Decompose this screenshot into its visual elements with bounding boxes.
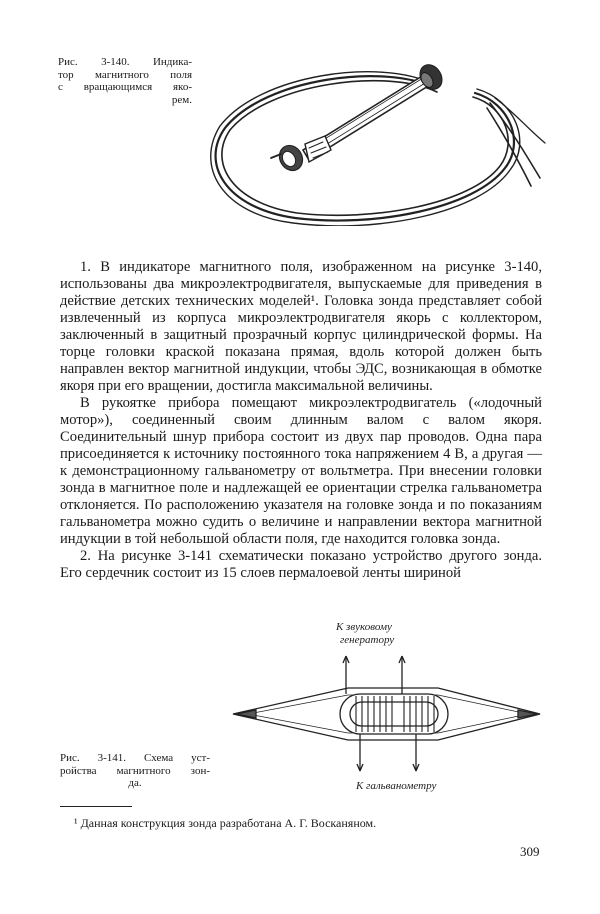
cord-loop xyxy=(222,81,508,216)
footnote: ¹ Данная конструкция зонда разработана А. Г. Восканяном. xyxy=(74,816,377,830)
label-to-sound-generator-2: генератору xyxy=(340,634,395,646)
caption-line: с вращающимся яко- xyxy=(58,81,192,93)
body-text xyxy=(60,259,542,582)
figure-140-caption xyxy=(58,56,192,106)
page-number: 309 xyxy=(520,844,540,859)
paragraph: 1. В индикаторе магнитного поля, изображенном на рисунке 3-140, использованы два микроэлектродвигателя, выпускаемые для приведения в действие детских технических моделей¹. Головка зонда представляет собой извлеченный из корпуса микроэлектродвигателя якорь с коллектором, заключенный в защитный прозрачный корпус цилиндрической формы. На торце головки краской показана прямая, вдоль которой должен быть направлен вектор магнитной индукции, чтобы ЭДС, возникающая в обмотке якоря при его вращении, достигла максимальной величины. xyxy=(60,259,542,394)
cord-loop xyxy=(216,76,514,220)
caption-line: рем. xyxy=(171,93,192,106)
footnote-divider xyxy=(60,806,132,807)
caption-line: ройства магнитного зон- xyxy=(60,764,210,777)
label-to-galvanometer: К гальванометру xyxy=(356,780,437,792)
caption-line: да. xyxy=(128,777,142,789)
caption-line: тор магнитного поля xyxy=(58,68,192,81)
label-to-sound-generator: К звуковому xyxy=(336,621,392,633)
caption-line: Рис. 3-141. Схема уст- xyxy=(60,752,210,764)
figure-141-schematic xyxy=(228,616,548,796)
probe-head xyxy=(305,136,331,162)
paragraph: В рукоятке прибора помещают микроэлектродвигатель («лодочный мотор»), соединенный своим длинным валом с валом якоря. Соединительный шнур прибора состоит из двух пар проводов. Одна пара присоединяется к источнику постоянного тока напряжением 4 В, а другая — к демонстрационному гальванометру от вольтметра. При внесении головки зонда в магнитное поле и надлежащей ее ориентации стрелка гальванометра отклоняется. По расположению указателя на головке зонда и по показаниям гальванометра можно судить о величине и направлении вектора магнитной индукции в той небольшой области поля, где находится головка зонда. xyxy=(60,395,542,547)
paragraph: 2. На рисунке 3-141 схематически показано устройство другого зонда. Его сердечник состоит из 15 слоев пермалоевой ленты шириной xyxy=(60,548,542,581)
caption-line: Рис. 3-140. Индика- xyxy=(58,56,192,68)
figure-140-illustration xyxy=(205,58,550,226)
figure-141-caption xyxy=(60,752,210,790)
cord-loop xyxy=(211,72,520,226)
